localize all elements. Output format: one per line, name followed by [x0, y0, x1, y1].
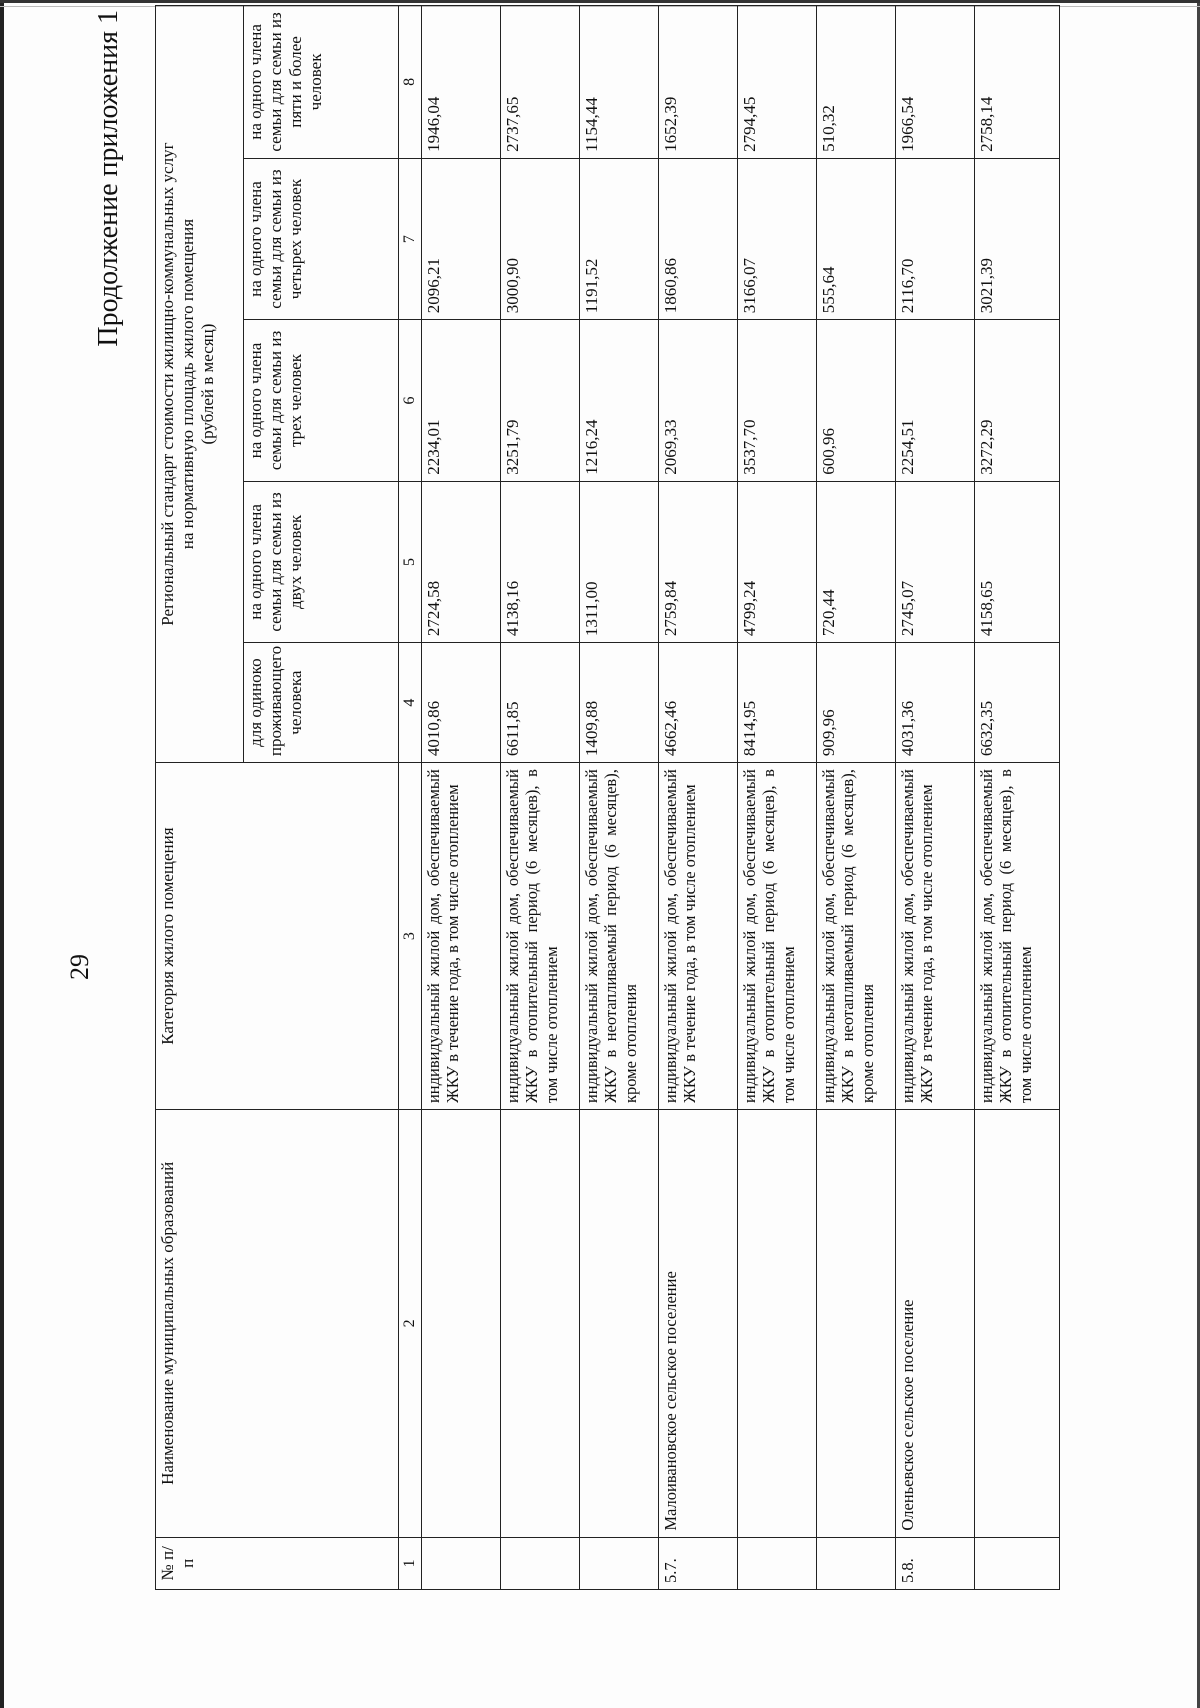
value-family-4: 3000,90 [501, 158, 580, 319]
header-number: № п/п [156, 1537, 399, 1589]
row-number [580, 1537, 659, 1589]
value-family-4: 1860,86 [659, 158, 738, 319]
column-number: 1 [399, 1537, 422, 1589]
table-body [422, 6, 1060, 1590]
column-number: 2 [399, 1110, 422, 1538]
table-row [580, 6, 659, 1590]
value-family-2: 2759,84 [659, 481, 738, 642]
municipality-name [422, 1110, 501, 1538]
value-family-2: 1311,00 [580, 481, 659, 642]
value-family-3: 600,96 [817, 320, 896, 481]
value-family-4: 3166,07 [738, 158, 817, 319]
value-family-2: 4158,65 [975, 481, 1060, 642]
municipality-name [975, 1110, 1060, 1538]
housing-category: индивидуальный жилой дом, обеспечиваемый ЖКУ в течение года, в том числе отоплением [659, 763, 738, 1110]
page-number: 29 [65, 954, 94, 980]
value-family-3: 3537,70 [738, 320, 817, 481]
value-family-4: 1191,52 [580, 158, 659, 319]
housing-cost-standard-table [155, 5, 1060, 1590]
value-single: 8414,95 [738, 643, 817, 763]
value-single: 6611,85 [501, 643, 580, 763]
table-row [975, 6, 1060, 1590]
header-group-line3: (рублей в месяц) [198, 323, 218, 445]
value-family-5plus: 2758,14 [975, 6, 1060, 159]
value-family-5plus: 510,32 [817, 6, 896, 159]
value-family-2: 4138,16 [501, 481, 580, 642]
value-single: 4010,86 [422, 643, 501, 763]
row-number [738, 1537, 817, 1589]
value-family-4: 3021,39 [975, 158, 1060, 319]
value-single: 909,96 [817, 643, 896, 763]
header-family-4: на одного члена семьи для семьи из четырех человек [244, 158, 399, 319]
header-group-line1: Региональный стандарт стоимости жилищно-коммунальных услуг [158, 142, 177, 626]
housing-category: индивидуальный жилой дом, обеспечиваемый ЖКУ в отопительный период (6 месяцев), в том числе отоплением [975, 763, 1060, 1110]
header-municipality: Наименование муниципальных образований [156, 1110, 399, 1538]
value-family-3: 2254,51 [896, 320, 975, 481]
column-number: 7 [399, 158, 422, 319]
housing-category: индивидуальный жилой дом, обеспечиваемый ЖКУ в отопительный период (6 месяцев), в том числе отоплением [501, 763, 580, 1110]
value-family-5plus: 1966,54 [896, 6, 975, 159]
header-standard-group [156, 6, 244, 763]
header-family-2: на одного члена семьи для семьи из двух человек [244, 481, 399, 642]
value-family-5plus: 2737,65 [501, 6, 580, 159]
column-number-row [399, 6, 422, 1590]
row-number [817, 1537, 896, 1589]
municipality-name: Оленьевское сельское поселение [896, 1110, 975, 1538]
municipality-name [738, 1110, 817, 1538]
rotated-content [65, 10, 1185, 1590]
column-number: 6 [399, 320, 422, 481]
header-family-5plus: на одного члена семьи для семьи из пяти и более человек [244, 6, 399, 159]
housing-category: индивидуальный жилой дом, обеспечиваемый ЖКУ в неотапливаемый период (6 месяцев), кроме отопления [580, 763, 659, 1110]
housing-category: индивидуальный жилой дом, обеспечиваемый ЖКУ в отопительный период (6 месяцев), в том числе отоплением [738, 763, 817, 1110]
value-family-3: 3272,29 [975, 320, 1060, 481]
value-family-4: 2096,21 [422, 158, 501, 319]
appendix-note: Продолжение приложения 1 [93, 10, 124, 347]
value-family-2: 720,44 [817, 481, 896, 642]
value-family-2: 4799,24 [738, 481, 817, 642]
table-row [896, 6, 975, 1590]
value-family-5plus: 1946,04 [422, 6, 501, 159]
housing-category: индивидуальный жилой дом, обеспечиваемый ЖКУ в течение года, в том числе отоплением [422, 763, 501, 1110]
value-single: 4031,36 [896, 643, 975, 763]
header-group-line2: на нормативную площадь жилого помещения [178, 218, 198, 550]
value-family-2: 2745,07 [896, 481, 975, 642]
table-row [738, 6, 817, 1590]
table-row [501, 6, 580, 1590]
scan-edge [0, 0, 4, 1708]
row-number [975, 1537, 1060, 1589]
row-number [501, 1537, 580, 1589]
value-family-3: 2069,33 [659, 320, 738, 481]
value-single: 1409,88 [580, 643, 659, 763]
housing-category: индивидуальный жилой дом, обеспечиваемый ЖКУ в неотапливаемый период (6 месяцев), кроме отопления [817, 763, 896, 1110]
value-family-3: 3251,79 [501, 320, 580, 481]
value-family-5plus: 2794,45 [738, 6, 817, 159]
value-single: 4662,46 [659, 643, 738, 763]
municipality-name: Малоивановское сельское поселение [659, 1110, 738, 1538]
value-family-5plus: 1154,44 [580, 6, 659, 159]
table-row [659, 6, 738, 1590]
value-family-5plus: 1652,39 [659, 6, 738, 159]
table-row [422, 6, 501, 1590]
header-single: для одиноко проживающего человека [244, 643, 399, 763]
municipality-name [817, 1110, 896, 1538]
header-category: Категория жилого помещения [156, 763, 399, 1110]
row-number [422, 1537, 501, 1589]
column-number: 5 [399, 481, 422, 642]
scan-edge [0, 0, 1200, 3]
table-row [817, 6, 896, 1590]
municipality-name [580, 1110, 659, 1538]
column-number: 8 [399, 6, 422, 159]
column-number: 3 [399, 763, 422, 1110]
value-family-3: 1216,24 [580, 320, 659, 481]
value-family-3: 2234,01 [422, 320, 501, 481]
value-family-2: 2724,58 [422, 481, 501, 642]
housing-category: индивидуальный жилой дом, обеспечиваемый ЖКУ в течение года, в том числе отоплением [896, 763, 975, 1110]
column-number: 4 [399, 643, 422, 763]
value-family-4: 2116,70 [896, 158, 975, 319]
municipality-name [501, 1110, 580, 1538]
value-single: 6632,35 [975, 643, 1060, 763]
row-number: 5.7. [659, 1537, 738, 1589]
value-family-4: 555,64 [817, 158, 896, 319]
header-family-3: на одного члена семьи для семьи из трех человек [244, 320, 399, 481]
row-number: 5.8. [896, 1537, 975, 1589]
